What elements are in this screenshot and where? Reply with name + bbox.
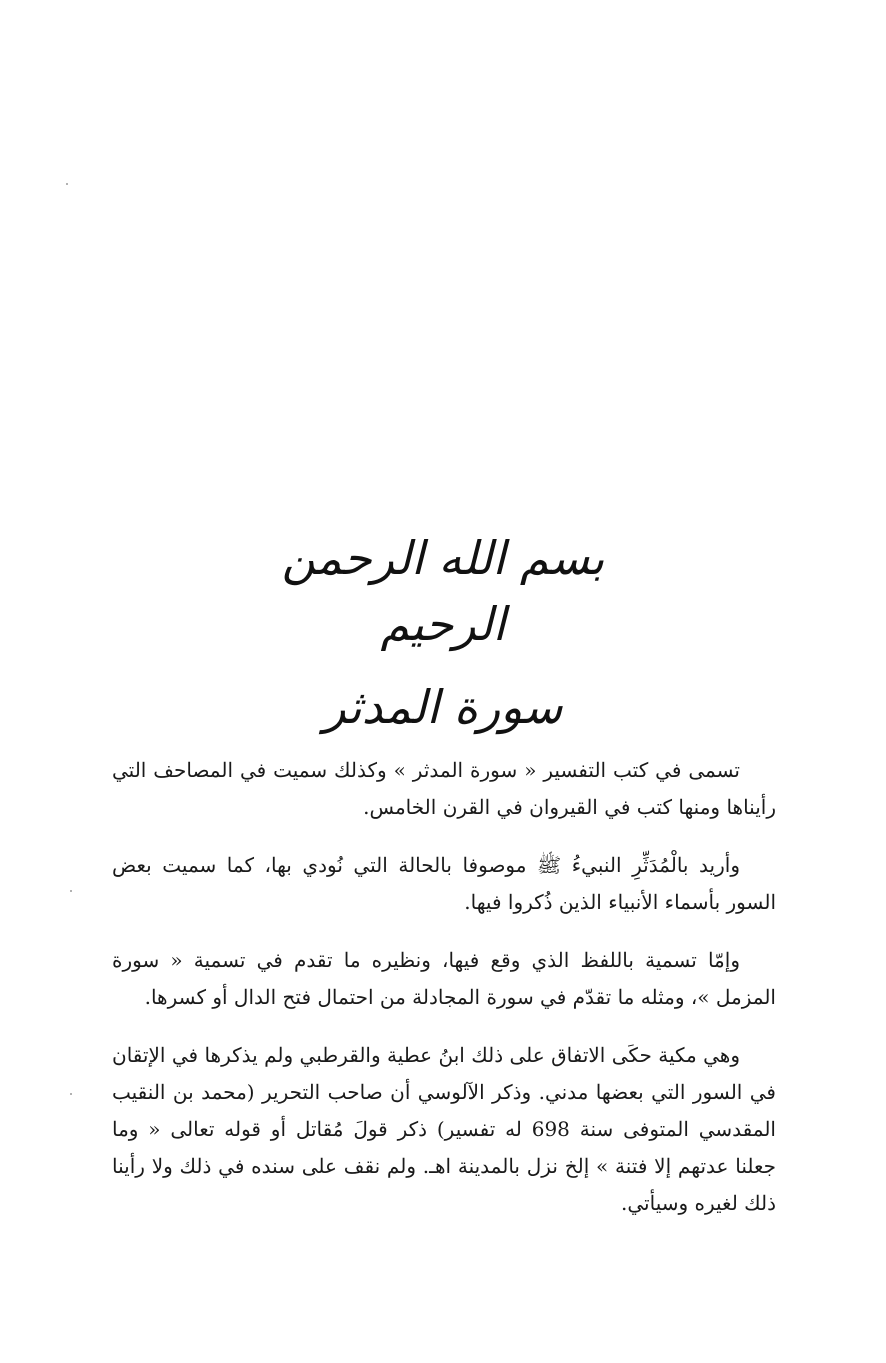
surah-header [230,525,656,741]
scan-speck [70,890,72,892]
basmala-calligraphy: بسم الله الرحمن الرحيم [281,531,605,651]
scan-speck [70,1093,72,1095]
commentary-body [112,752,776,1222]
surah-title: سورة المدثر [323,680,563,734]
paragraph: وهي مكية حكَى الاتفاق على ذلك ابنُ عطية والقرطبي ولم يذكرها في الإتقان في السور التي بعضها مدني. وذكر الآلوسي أن صاحب التحرير (محمد بن النقيب المقدسي المتوفى سنة 698 له تفسير) ذكر قولَ مُقاتل أو قوله تعالى « وما جعلنا عدتهم إلا فتنة » إلخ نزل بالمدينة اهـ. ولم نقف على سنده في ذلك ولا رأينا ذلك لغيره وسيأتي. [112,1043,776,1215]
paragraph: وإمّا تسمية باللفظ الذي وقع فيها، ونظيره ما تقدم في تسمية « سورة المزمل »، ومثله ما تقدّم في سورة المجادلة من احتمال فتح الدال أو كسرها. [112,948,776,1009]
paragraph: تسمى في كتب التفسير « سورة المدثر » وكذلك سميت في المصاحف التي رأيناها ومنها كتب في القيروان في القرن الخامس. [112,758,776,819]
scan-speck [66,183,68,185]
paragraph: وأريد بالْمُدَثِّرِ النبيءُ ﷺ موصوفا بالحالة التي نُودي بها، كما سميت بعض السور بأسماء الأنبياء الذين ذُكروا فيها. [112,853,776,914]
